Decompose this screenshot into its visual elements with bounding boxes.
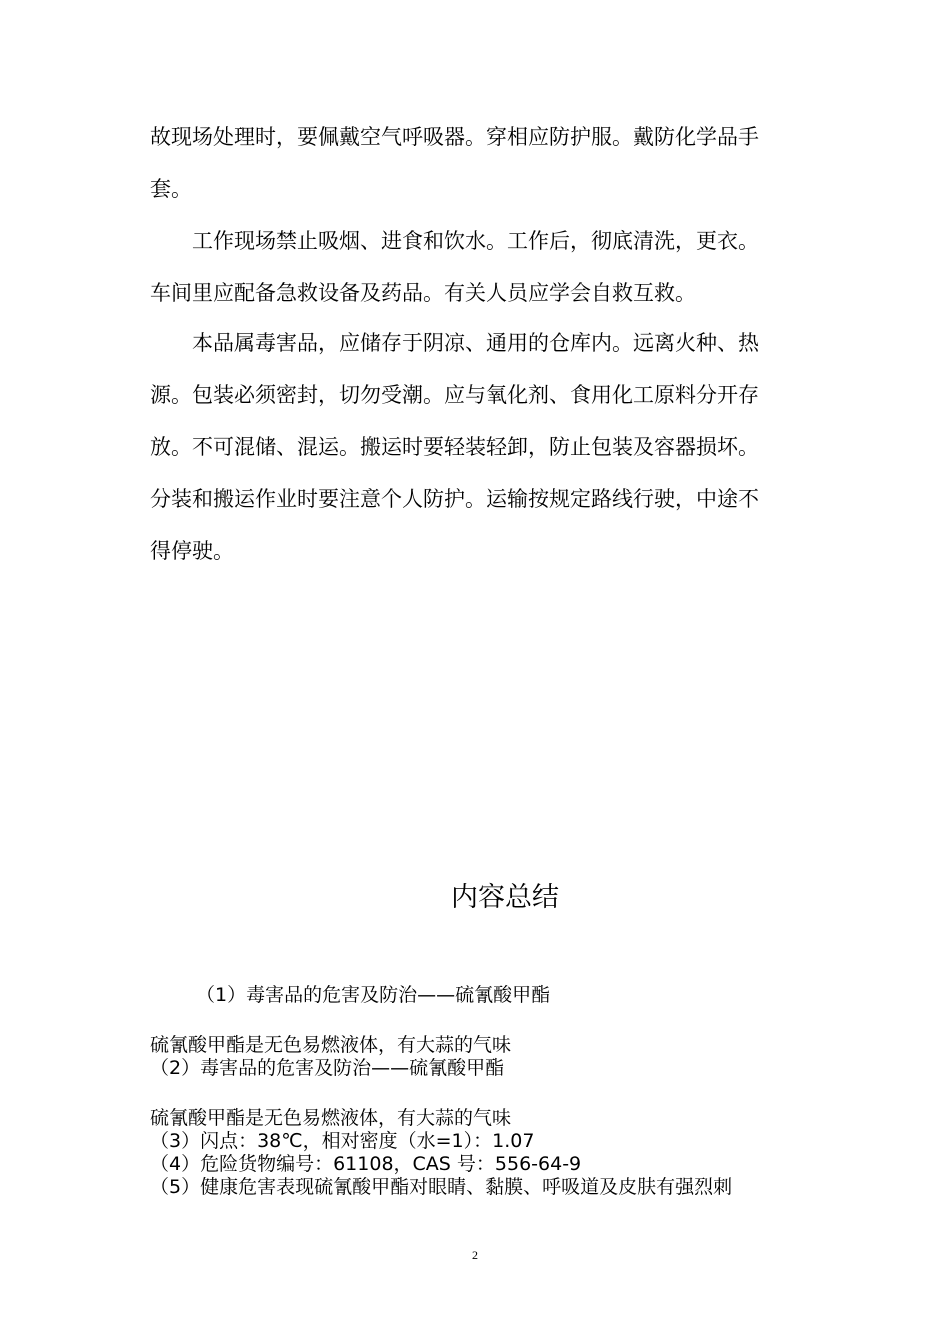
summary-title: 内容总结 xyxy=(451,882,559,913)
paragraph-line: 本品属毒害品，应储存于阴凉、通用的仓库内。远离火种、热 xyxy=(192,331,759,355)
paragraph-line: 源。包装必须密封，切勿受潮。应与氧化剂、食用化工原料分开存 xyxy=(150,383,759,407)
summary-spacer xyxy=(150,1080,830,1107)
summary-list xyxy=(150,984,830,1199)
paragraph-workplace-rules xyxy=(150,215,810,319)
page-number: 2 xyxy=(472,1248,478,1262)
summary-item: （3）闪点：38℃，相对密度（水=1）：1.07 xyxy=(150,1130,535,1152)
summary-item: （4）危险货物编号：61108，CAS 号：556-64-9 xyxy=(150,1153,582,1175)
summary-item: （5）健康危害表现硫氰酸甲酯对眼睛、黏膜、呼吸道及皮肤有强烈刺 xyxy=(150,1176,733,1198)
summary-item: （1）毒害品的危害及防治——硫氰酸甲酯 xyxy=(196,984,551,1006)
summary-item: 硫氰酸甲酯是无色易燃液体，有大蒜的气味 xyxy=(150,1107,512,1129)
summary-item: （2）毒害品的危害及防治——硫氰酸甲酯 xyxy=(150,1057,505,1079)
paragraph-line: 分装和搬运作业时要注意个人防护。运输按规定路线行驶，中途不 xyxy=(150,487,759,511)
paragraph-storage-transport xyxy=(150,317,810,577)
paragraph-line: 故现场处理时，要佩戴空气呼吸器。穿相应防护服。戴防化学品手 xyxy=(150,125,759,149)
paragraph-line: 放。不可混储、混运。搬运时要轻装轻卸，防止包装及容器损坏。 xyxy=(150,435,759,459)
paragraph-line: 套。 xyxy=(150,177,192,201)
summary-spacer xyxy=(150,1007,830,1034)
paragraph-protective-gear xyxy=(150,111,810,215)
summary-item: 硫氰酸甲酯是无色易燃液体，有大蒜的气味 xyxy=(150,1034,512,1056)
paragraph-line: 工作现场禁止吸烟、进食和饮水。工作后，彻底清洗，更衣。 xyxy=(192,229,759,253)
paragraph-line: 车间里应配备急救设备及药品。有关人员应学会自救互救。 xyxy=(150,281,696,305)
paragraph-line: 得停驶。 xyxy=(150,539,234,563)
